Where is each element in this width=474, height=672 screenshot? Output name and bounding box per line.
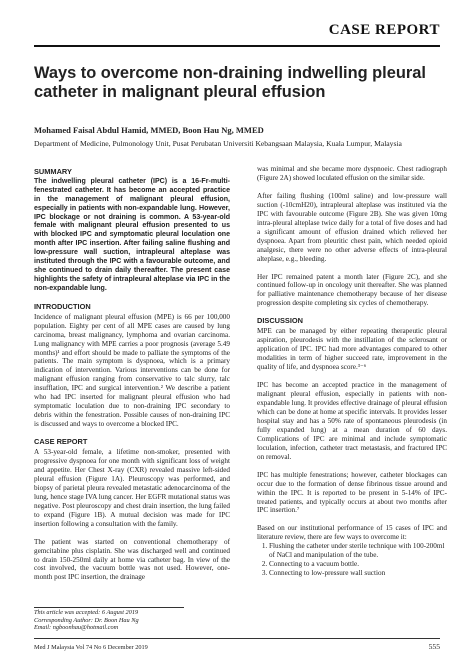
accepted-date: This article was accepted: 6 August 2019	[34, 609, 139, 616]
affiliation: Department of Medicine, Pulmonology Unit, Pusat Perubatan Universiti Kebangsaan Malaysia, Kuala Lumpur, Malaysia	[34, 139, 402, 148]
case-continuation-paragraph: After failing flushing (100ml saline) and low-pressure wall suction (-10cmH20), intrapleural alteplase was instituted via the IPC with favourable outcome (Figure 2B). She was given 10mg intra-pleural alteplase twice daily for a total of five doses and had a significant amount of effusion drained which relieved her dyspnoea. Apart from pleuritic chest pain, which needed opioid analgesic, there were no other adverse effects of intra-pleural alteplase, e.g., bleeding.	[257, 191, 447, 263]
left-column	[34, 168, 230, 582]
corresponding-author: Corresponding Author: Dr. Boon Hau Ng	[34, 616, 139, 624]
methods-list	[257, 542, 447, 578]
right-column	[257, 165, 447, 578]
section-label: CASE REPORT	[328, 22, 440, 38]
article-title: Ways to overcome non-draining indwelling pleural catheter in malignant pleural effusion	[34, 64, 426, 101]
case-report-paragraph: The patient was started on conventional chemotherapy of gemcitabine plus cisplatin. She was discharged well and continued to drain 150-250ml daily at home via catheter bag. In view of the cost involved, the vacuum bottle was not used. However, one-month post IPC insertion, the drainage	[34, 537, 230, 582]
discussion-paragraph: IPC has multiple fenestrations; however, catheter blockages can occur due to the formation of dense fibrinous tissue around and within the IPC. It is reported to be present in 5-14% of IPC-treated patients, and typically occurs at about two months after IPC insertion.⁷	[257, 470, 447, 515]
footnote	[34, 609, 139, 632]
case-report-paragraph: A 53-year-old female, a lifetime non-smoker, presented with progressive dyspnoea for one month with significant loss of weight and appetite. Her Chest X-ray (CXR) revealed massive left-sided pleural effusion (Figure 1A). Pleuroscopy was performed, and biopsy of parietal pleura revealed metastatic adenocarcinoma of the lung, hence stage IVA lung cancer. Her EGFR mutational status was negative. Post pleuroscopy and chest drain insertion, the lung failed to expand (Figure 1B). A mutual decision was made for IPC insertion following a consultation with the family.	[34, 448, 230, 528]
case-report-heading: CASE REPORT	[34, 437, 88, 447]
header-rule	[34, 45, 440, 47]
introduction-heading: INTRODUCTION	[34, 301, 91, 311]
list-item: 3. Connecting to low-pressure wall suction	[269, 569, 447, 578]
list-item: 1. Flushing the catheter under sterile technique with 100-200ml of NaCl and manipulation of the tube.	[269, 542, 447, 560]
author-line: Mohamed Faisal Abdul Hamid, MMED, Boon Hau Ng, MMED	[34, 125, 264, 135]
author-email: Email: ngboonhau@hotmail.com	[34, 624, 119, 631]
list-item: 2. Connecting to a vacuum bottle.	[269, 560, 447, 569]
page-number: 555	[428, 642, 440, 651]
case-continuation-paragraph: Her IPC remained patent a month later (Figure 2C), and she continued follow-up in oncology unit thereafter. She was planned for palliative maintenance chemotherapy because of her disease progression despite completing six cycles of chemotherapy.	[257, 272, 447, 308]
summary-text: The indwelling pleural catheter (IPC) is a 16-Fr-multi-fenestrated catheter. It has become an accepted practice in the management of malignant pleural effusion, especially in patients with non-expandable lung. However, IPC blockage or not draining is common. A 53-year-old female with malignant pleural effusion presented to us with blocked IPC and symptomatic pleural loculation one month after IPC insertion. After failing saline flushing and low-pressure wall suction, intrapleural alteplase was instituted through the IPC with a favourable outcome, and she continued to drain daily thereafter. The present case highlights the safety of intrapleural alteplase via IPC in the non-expandable lung.	[34, 177, 230, 292]
footer-rule	[34, 638, 440, 639]
summary-heading: SUMMARY	[34, 167, 72, 176]
discussion-paragraph: Based on our institutional performance of 15 cases of IPC and literature review, there are few ways to overcome it:	[257, 524, 447, 542]
discussion-paragraph: MPE can be managed by either repeating therapeutic pleural aspiration, pleurodesis with the instillation of the sclerosant or application of IPC. IPC had more advantages compared to other modalities in term of higher succeed rate, improvement in the quality of life, and dyspnoea score.³⁻⁶	[257, 327, 447, 372]
discussion-paragraph: IPC has become an accepted practice in the management of malignant pleural effusion, especially in patients with non-expandable lung. It provides effective drainage of pleural effusion which can be done at home at specific intervals. It provides lesser hospital stay and has a 50% rate of spontaneous pleurodesis (in fully expanded lung) at a mean duration of 60 days. Complications of IPC are minimal and include symptomatic loculation, infection, catheter tract metastasis, and fractured IPC on removal.	[257, 381, 447, 461]
journal-citation: Med J Malaysia Vol 74 No 6 December 2019	[34, 644, 148, 651]
discussion-heading: DISCUSSION	[257, 316, 303, 326]
introduction-paragraph: Incidence of malignant pleural effusion (MPE) is 66 per 100,000 population. Eighty per cent of all MPE cases are caused by lung carcinoma, breast malignancy, lymphoma and ovarian carcinoma. Lung malignancy with MPE carries a poor prognosis (average 5.49 months)¹ and effort should be made to palliate the symptoms of the patients. The main symptom is dyspnoea, which is a primary indication of intervention. Various interventions can be done for malignant effusion ranging from conservative to talc slurry, talc insufflation, IPC and surgical intervention.² We describe a patient who had IPC inserted for malignant pleural effusion who had symptomatic loculation due to non-draining IPC secondary to debris within the fenestration. Possible causes of non-draining IPC is discussed and ways to overcome a blocked IPC.	[34, 312, 230, 429]
case-continuation-paragraph: was minimal and she became more dyspnoeic. Chest radiograph (Figure 2A) showed loculated effusion on the similar side.	[257, 165, 447, 182]
footnote-rule	[34, 607, 184, 608]
